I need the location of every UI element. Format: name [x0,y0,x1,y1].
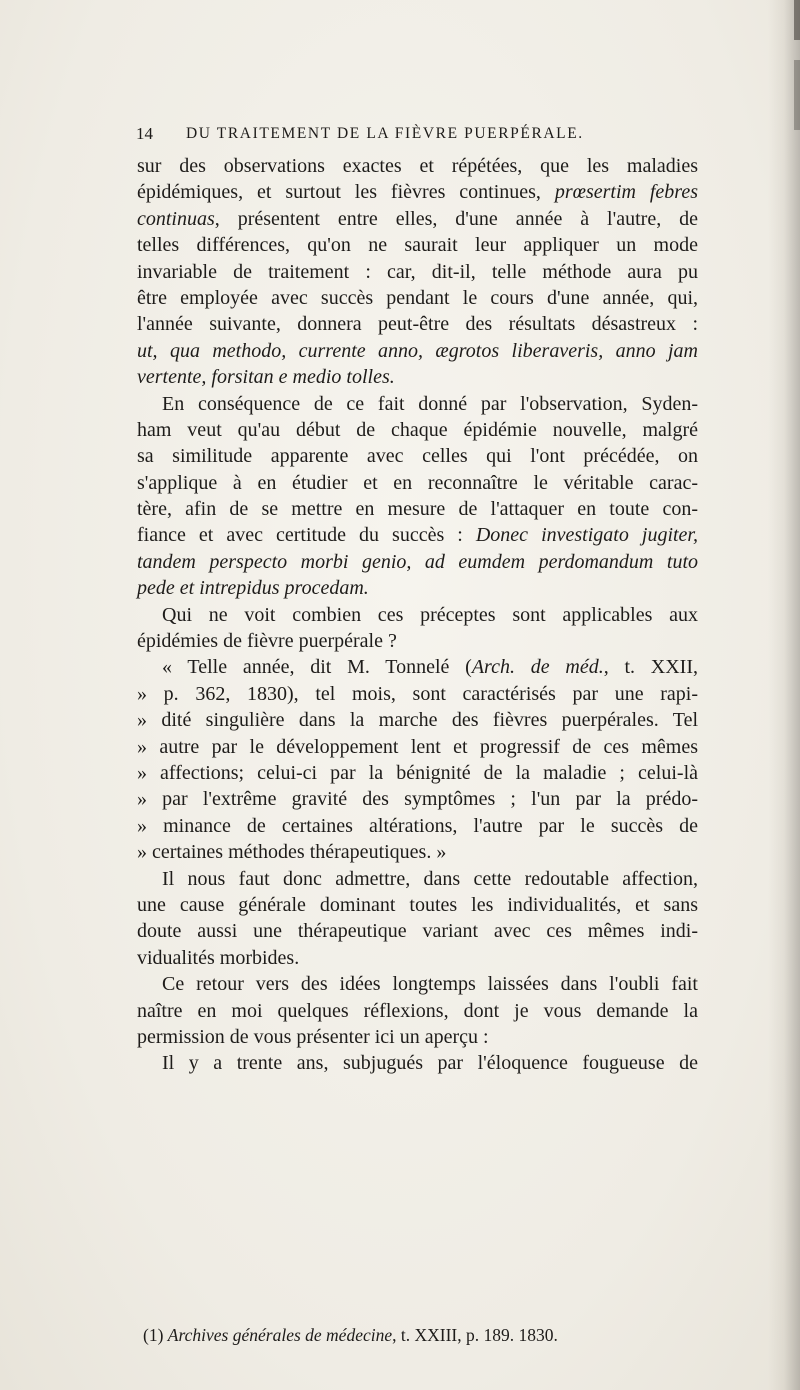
text-run: tère, afin de se mettre en mesure de l'attaquer en toute con- [137,498,698,521]
text-line [137,179,698,205]
latin-quote: prœsertim febres [554,181,698,204]
text-run: , t. XXII, [603,656,698,679]
latin-quote: vertente, forsitan e medio tolles. [137,366,395,389]
footnote-source: Archives générales de médecine [167,1325,393,1345]
text-line [137,892,698,918]
text-run: permission de vous présenter ici un aperçu : [137,1025,489,1048]
footnote-reference: , t. XXIII, p. 189. 1830. [392,1325,558,1345]
text-run: être employée avec succès pendant le cours d'une année, qui, [137,286,698,309]
text-run: » certaines méthodes thérapeutiques. » [137,841,447,864]
text-run: Il nous faut donc admettre, dans cette redoutable affection, [162,867,698,890]
text-line [137,443,698,469]
running-header [136,123,696,145]
page-edge-shadow [794,60,800,130]
page-number: 14 [136,124,153,143]
text-run: vidualités morbides. [137,946,300,969]
text-run: une cause générale dominant toutes les individualités, et sans [137,893,698,916]
text-line [137,206,698,232]
text-run: « Telle année, dit M. Tonnelé ( [162,656,472,679]
text-run: telles différences, qu'on ne saurait leur appliquer un mode [137,234,698,257]
body-text [137,153,698,1077]
latin-quote: tandem perspecto morbi genio, ad eumdem perdomandum tuto [137,550,698,573]
text-line [137,734,698,760]
latin-quote: ut, qua methodo, currente anno, ægrotos liberaveris, anno jam [137,339,698,362]
text-line [137,338,698,364]
text-line [137,945,698,971]
text-line [137,918,698,944]
text-line [137,839,698,865]
text-run: sa similitude apparente avec celles qui l'ont précédée, on [137,445,698,468]
text-line [137,707,698,733]
text-line [137,311,698,337]
page-edge-shadow [794,0,800,40]
text-run: » par l'extrême gravité des symptômes ; l'un par la prédo- [137,788,698,811]
text-line [137,602,698,628]
text-run: » autre par le développement lent et progressif de ces mêmes [137,735,698,758]
text-line [137,813,698,839]
text-line [137,760,698,786]
text-line [137,998,698,1024]
text-run: Il y a trente ans, subjugués par l'éloquence fougueuse de [162,1052,698,1075]
text-line [137,391,698,417]
text-line [137,628,698,654]
text-line [137,232,698,258]
text-line [137,866,698,892]
text-run: » dité singulière dans la marche des fièvres puerpérales. Tel [137,709,698,732]
text-run: En conséquence de ce fait donné par l'observation, Syden- [162,392,698,415]
text-line [137,522,698,548]
text-line [137,575,698,601]
running-title: DU TRAITEMENT DE LA FIÈVRE PUERPÉRALE. [186,125,584,142]
latin-quote: pede et intrepidus procedam. [137,577,369,600]
text-run: » affections; celui-ci par la bénignité de la maladie ; celui-là [137,761,698,784]
text-line [137,681,698,707]
text-line [137,153,698,179]
text-line [137,259,698,285]
text-run: s'applique à en étudier et en reconnaître le véritable carac- [137,471,698,494]
text-run: naître en moi quelques réflexions, dont je vous demande la [137,999,698,1022]
footnote-marker: (1) [143,1325,164,1345]
text-line [137,786,698,812]
text-run: Ce retour vers des idées longtemps laissées dans l'oubli fait [162,973,698,996]
text-run: Qui ne voit combien ces préceptes sont applicables aux [162,603,698,626]
text-run: invariable de traitement : car, dit-il, telle méthode aura pu [137,260,698,283]
text-line [137,417,698,443]
text-line [137,496,698,522]
text-run: épidémies de fièvre puerpérale ? [137,630,397,653]
text-run: sur des observations exactes et répétées, que les maladies [137,155,698,177]
text-run: » p. 362, 1830), tel mois, sont caractérisés par une rapi- [137,682,698,705]
text-line [137,971,698,997]
text-line [137,470,698,496]
text-run: , présentent entre elles, d'une année à l'autre, de [214,207,698,230]
text-run: doute aussi une thérapeutique variant avec ces mêmes indi- [137,920,698,943]
text-run: fiance et avec certitude du succès : [137,524,476,547]
latin-quote: continuas [137,207,215,230]
text-line [137,1024,698,1050]
text-run: l'année suivante, donnera peut-être des résultats désastreux : [137,313,698,336]
text-run: épidémiques, et surtout les fièvres continues, [137,181,555,204]
latin-quote: Arch. de méd. [471,656,604,679]
text-line [137,1050,698,1076]
text-line [137,549,698,575]
text-run: ham veut qu'au début de chaque épidémie nouvelle, malgré [137,418,698,441]
text-line [137,364,698,390]
text-line [137,285,698,311]
footnote [143,1324,703,1346]
latin-quote: Donec investigato jugiter, [475,524,698,547]
text-run: » minance de certaines altérations, l'autre par le succès de [137,814,698,837]
text-line [137,654,698,680]
